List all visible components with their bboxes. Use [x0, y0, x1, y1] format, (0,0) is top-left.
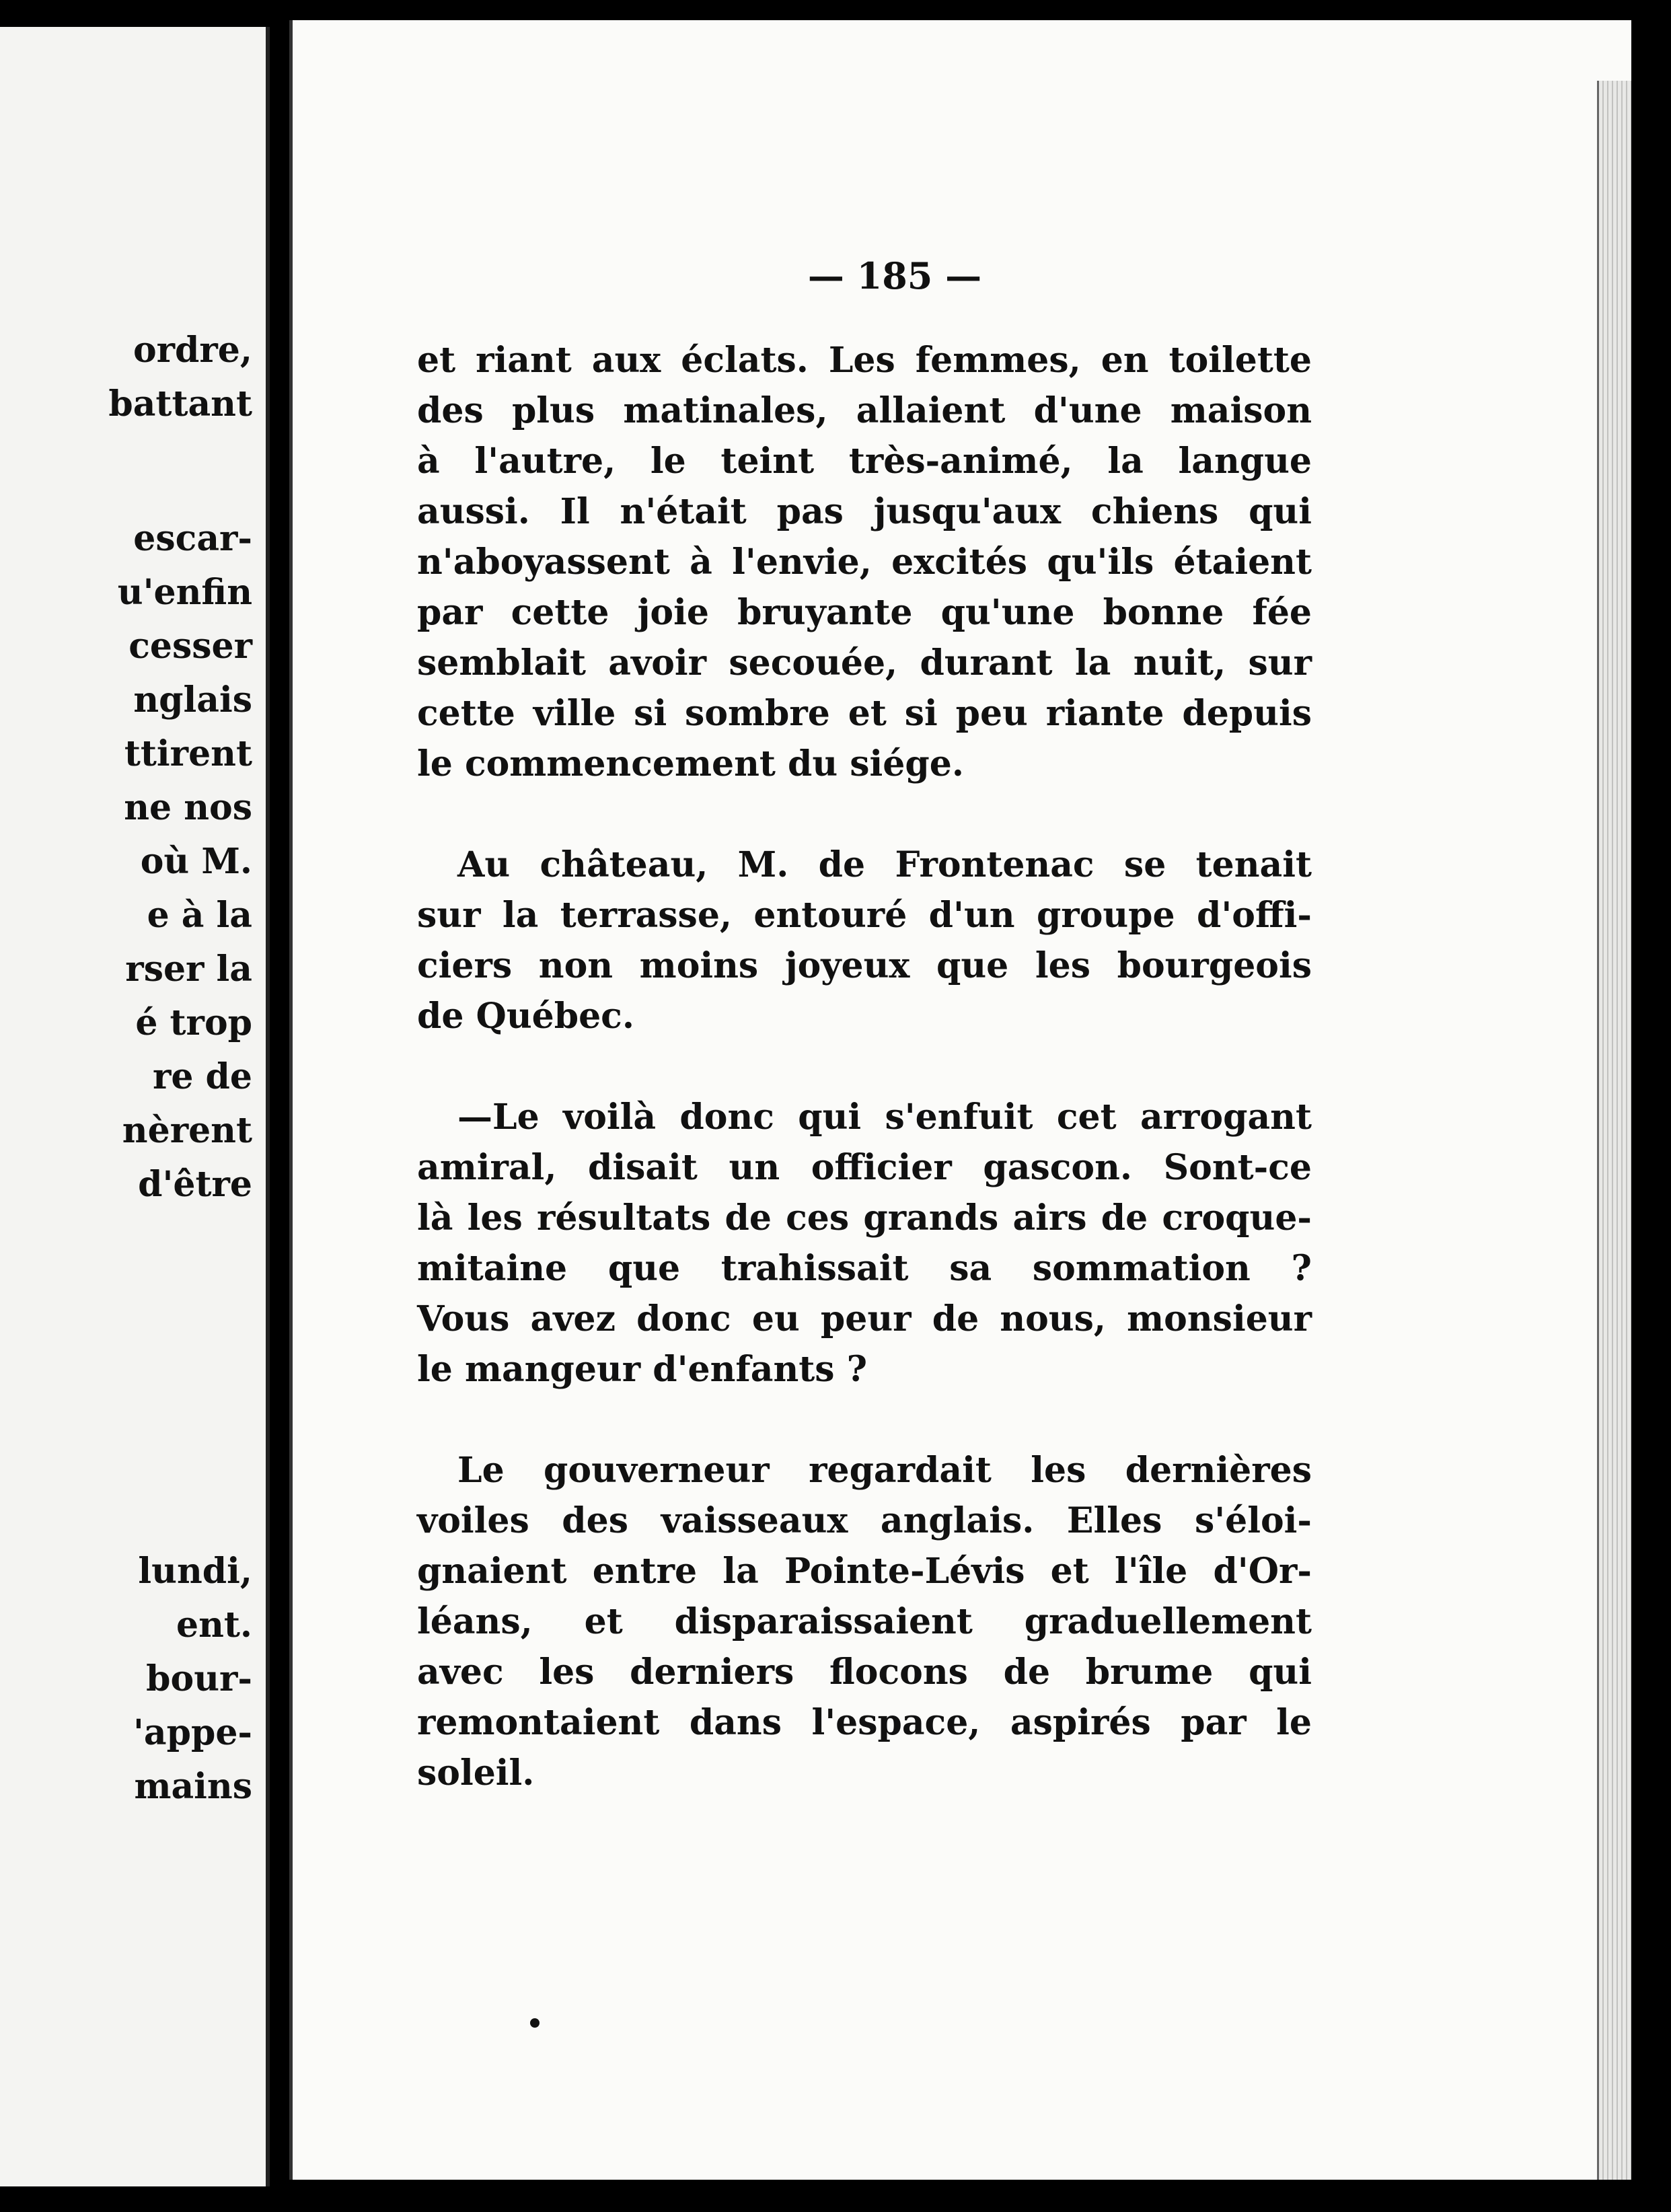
- previous-page-line: 'appe-: [133, 1712, 252, 1753]
- text-line: mitaine que trahissait sa sommation ?: [417, 1248, 1312, 1289]
- text-line: cette ville si sombre et si peu riante depuis: [417, 693, 1312, 734]
- previous-page-line: e à la: [147, 895, 252, 936]
- previous-page-line: ttirent: [124, 733, 252, 774]
- page-body: [417, 335, 1312, 1849]
- previous-page-line: re de: [152, 1056, 252, 1097]
- text-line: voiles des vaisseaux anglais. Elles s'éloi-: [417, 1500, 1312, 1541]
- page-edges: [1597, 81, 1631, 2180]
- previous-page-line: nglais: [133, 679, 252, 721]
- previous-page-line: où M.: [140, 841, 252, 882]
- text-line: et riant aux éclats. Les femmes, en toilette: [417, 340, 1312, 381]
- text-line: soleil.: [417, 1753, 535, 1794]
- text-line: n'aboyassent à l'envie, excités qu'ils étaient: [417, 542, 1312, 583]
- text-line: Au château, M. de Frontenac se tenait: [457, 844, 1312, 885]
- previous-page-line: d'être: [138, 1164, 252, 1205]
- ink-speck: [530, 2018, 540, 2028]
- paragraph-2: [417, 840, 1312, 1041]
- text-line: léans, et disparaissaient graduellement: [417, 1601, 1312, 1642]
- text-line: là les résultats de ces grands airs de croque-: [417, 1197, 1312, 1239]
- text-line: remontaient dans l'espace, aspirés par le: [417, 1702, 1312, 1743]
- previous-page-line: mains: [134, 1766, 252, 1807]
- text-line: semblait avoir secouée, durant la nuit, sur: [417, 642, 1312, 684]
- text-line: ciers non moins joyeux que les bourgeois: [417, 945, 1312, 986]
- previous-page-line: ent.: [176, 1605, 252, 1646]
- text-line: Vous avez donc eu peur de nous, monsieur: [417, 1298, 1312, 1339]
- text-line: amiral, disait un officier gascon. Sont-ce: [417, 1147, 1312, 1188]
- previous-page-line: nèrent: [122, 1110, 252, 1151]
- paragraph-1: [417, 335, 1312, 789]
- previous-page-line: é trop: [135, 1002, 252, 1043]
- previous-page-line: lundi,: [138, 1551, 252, 1592]
- previous-page-line: cesser: [128, 626, 252, 667]
- text-line: sur la terrasse, entouré d'un groupe d'offi-: [417, 895, 1312, 936]
- text-line: par cette joie bruyante qu'une bonne fée: [417, 592, 1312, 633]
- previous-page-line: ne nos: [124, 787, 252, 828]
- paragraph-3: [417, 1092, 1312, 1395]
- previous-page-line: battant: [108, 383, 252, 425]
- text-line: de Québec.: [417, 996, 634, 1037]
- text-line: le commencement du siége.: [417, 743, 964, 784]
- text-line: —Le voilà donc qui s'enfuit cet arrogant: [457, 1097, 1312, 1138]
- text-line: le mangeur d'enfants ?: [417, 1349, 868, 1390]
- previous-page-fragment: [0, 27, 270, 2186]
- paragraph-4: [417, 1445, 1312, 1798]
- text-line: gnaient entre la Pointe-Lévis et l'île d'Or-: [417, 1551, 1312, 1592]
- text-line: Le gouverneur regardait les dernières: [457, 1450, 1312, 1491]
- text-line: à l'autre, le teint très-animé, la langue: [417, 441, 1312, 482]
- page-number: — 185 —: [807, 254, 982, 297]
- text-line: des plus matinales, allaient d'une maison: [417, 390, 1312, 431]
- previous-page-line: ordre,: [133, 330, 252, 371]
- previous-page-line: bour-: [146, 1658, 252, 1699]
- text-line: avec les derniers flocons de brume qui: [417, 1652, 1312, 1693]
- text-line: aussi. Il n'était pas jusqu'aux chiens qui: [417, 491, 1312, 532]
- previous-page-line: escar-: [133, 518, 252, 559]
- previous-page-line: rser la: [125, 949, 252, 990]
- previous-page-line: u'enfin: [117, 572, 252, 613]
